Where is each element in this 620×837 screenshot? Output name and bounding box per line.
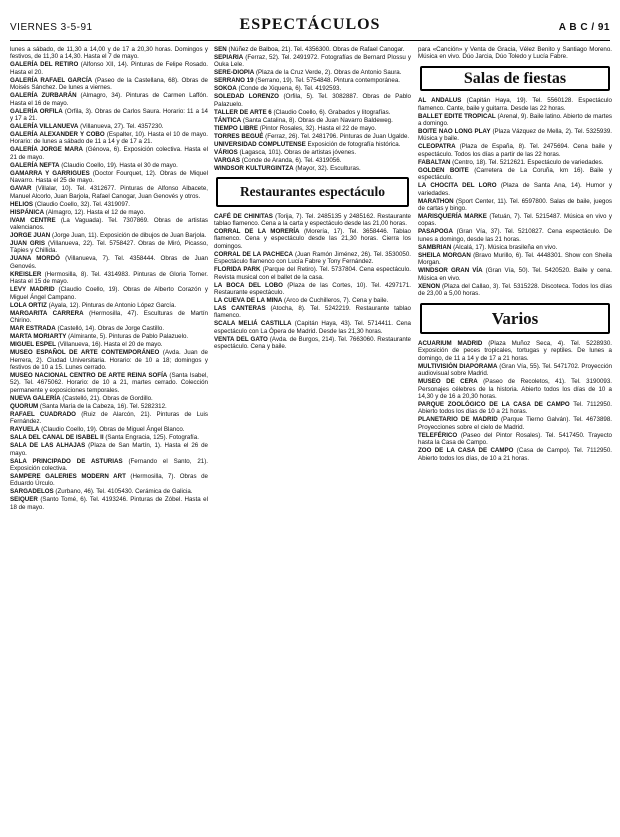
listing-text: (Conde de Aranda, 6). Tel. 4319056. <box>241 156 342 164</box>
listing-name: GALERÍA RAFAEL GARCÍA <box>10 76 93 84</box>
listing-name: CORRAL DE LA PACHECA <box>214 250 294 258</box>
listing-name: GALERÍA DEL RETIRO <box>10 61 79 69</box>
listing-text: (Santa Isabel, 52). Tel. 4675062. Horario: de 10 a 21, martes cerrado. Colección permanente y exposiciones temporales. <box>10 371 208 394</box>
listing-name: GAMARRA Y GARRIGUES <box>10 169 90 177</box>
issue-date: VIERNES 3-5-91 <box>10 22 93 33</box>
column-middle <box>214 46 411 831</box>
listing-text: (Doctor Fourquet, 12). Obras de Miquel Navarro. Hasta el 25 de mayo. <box>10 169 208 185</box>
listing-entry <box>10 92 208 107</box>
listing-text: (Gran Vía, 50). Tel. 5420520. Baile y cena. Música en vivo. <box>418 267 612 282</box>
listing-name: MUSEO ESPAÑOL DE ARTE CONTEMPORÁNEO <box>10 349 160 357</box>
listing-entry <box>418 416 612 431</box>
listing-text: (Santa María de la Cabeza, 16). Tel. 5282312. <box>39 402 167 410</box>
listing-text: (Santo Tomé, 6). Tel. 4193246. Pinturas de Zóbel. Hasta el 18 de mayo. <box>10 496 208 511</box>
listing-text: (Conde de Xiquena, 6). Tel. 4192593. <box>238 85 342 93</box>
listing-entry <box>10 473 208 488</box>
listing-text: (Hermosilla, 8). Tel. 4314983. Pinturas de Gloria Torner. Hasta el 15 de mayo. <box>10 270 208 286</box>
column-left <box>10 46 208 831</box>
listing-entry <box>10 162 208 169</box>
listing-text: (Alcalá, 17). Música brasileña en vivo. <box>453 243 558 251</box>
listing-entry <box>214 125 411 132</box>
listing-text: (Plaza Muñoz Seca, 4). Tel. 5228930. Exposición de peces tropicales, tortugas y reptiles. De lunes a domingo, de 11 a 14 y de 17 a 21 horas. <box>418 339 612 362</box>
listing-name: SARGADELOS <box>10 488 54 496</box>
listing-name: SERRANO 19 <box>214 77 254 85</box>
listing-text: (Jorge Juan, 11). Exposición de dibujos de Juan Barjola. <box>51 232 207 240</box>
listing-entry <box>10 170 208 185</box>
listing-text: (Gran Vía, 37). Tel. 5210827. Cena espectáculo. De lunes a domingo, desde las 21 horas. <box>418 228 612 243</box>
listing-text: (Claudio Coello, 32). Tel. 4319097. <box>34 200 130 208</box>
listing-name: MAR ESTRADA <box>10 325 56 333</box>
listing-text: (Carretera de La Coruña, km 16). Baile y espectáculo. <box>418 166 612 182</box>
listing-text: (Ruiz de Alarcón, 21). Pinturas de Luis Fernández. <box>10 410 208 426</box>
listing-entry <box>214 109 411 116</box>
listing-text: (Plaza de San Martín, 1). Hasta el 26 de mayo. <box>10 442 208 457</box>
listing-text: (Ayala, 12). Pinturas de Antonio López García. <box>48 301 177 309</box>
listing-entry <box>10 496 208 511</box>
listing-text: (Alfonso XII, 14). Pinturas de Felipe Rosado. Hasta el 20. <box>10 61 208 76</box>
listing-name: CLEOPATRA <box>418 143 456 151</box>
listing-text: (Villanueva, 16). Hasta el 20 de mayo. <box>57 341 163 349</box>
listing-entry <box>10 232 208 239</box>
intro-list <box>418 46 612 61</box>
listing-name: JORGE JUAN <box>10 232 51 240</box>
listing-name: SOKOA <box>214 85 237 93</box>
listing-name: SCALA MELIÁ CASTILLA <box>214 320 292 328</box>
listing-name: KREISLER <box>10 270 42 278</box>
listing-entry <box>418 363 612 378</box>
listing-name: MARATHON <box>418 197 454 205</box>
listing-entry <box>214 85 411 92</box>
listing-name: LA CUEVA DE LA MINA <box>214 297 283 305</box>
varios-heading: Varios <box>420 303 610 334</box>
listing-name: TALLER DE ARTE 6 <box>214 108 272 116</box>
salas-heading: Salas de fiestas <box>420 66 610 91</box>
listing-text: (Claudio Coello, 19). Hasta el 30 de mayo. <box>61 161 178 169</box>
listing-entry <box>10 61 208 76</box>
listing-name: GAVAR <box>10 185 32 193</box>
listing-entry <box>10 201 208 208</box>
listing-text: (Paseo del Pintor Rosales). Tel. 5417450. Trayecto hasta la Casa de Campo. <box>418 431 612 447</box>
listing-text: (Castelló, 21). Obras de Gordillo. <box>62 394 153 402</box>
listing-entry <box>214 165 411 172</box>
listing-text: (Plaza de la Cruz Verde, 2). Obras de Antonio Saura. <box>255 69 402 77</box>
listing-name: TORRES BEGUÉ <box>214 132 264 140</box>
salas-list <box>418 97 612 297</box>
listing-entry <box>214 266 411 281</box>
listing-name: GALERÍA NEFTA <box>10 161 60 169</box>
listing-entry <box>10 458 208 473</box>
listing-text: (Plaza de Santa Ana, 14). Humor y variedades. <box>418 182 612 197</box>
listing-entry <box>214 133 411 140</box>
listing-name: SALA DE LAS ALHAJAS <box>10 442 86 450</box>
listing-name: SEIQUER <box>10 496 38 504</box>
listing-entry <box>10 255 208 270</box>
listing-text: (Tetuán, 7). Tel. 5215487. Música en vivo y copas. <box>418 213 612 228</box>
listing-name: MARISQUERÍA MARKE <box>418 213 487 221</box>
listing-name: IVAM CENTRE <box>10 216 56 224</box>
listing-text: (Ferraz, 26). Tel. 2481796. Pinturas de Juan Ugalde. <box>265 132 410 140</box>
listing-text: (Villanueva, 27). Tel. 4357230. <box>80 123 164 131</box>
listing-entry <box>418 213 612 228</box>
listing-name: SALA PRINCIPADO DE ASTURIAS <box>10 457 123 465</box>
listing-name: FLORIDA PARK <box>214 266 261 274</box>
listing-text: (Villanueva, 22). Tel. 5758427. Obras de Miró, Picasso, Tàpies y Chillida. <box>10 240 208 255</box>
listing-name: SEPIARIA <box>214 54 244 61</box>
listing-text: (Almirante, 5). Pinturas de Pablo Palazuelo. <box>68 333 189 341</box>
listing-entry <box>10 240 208 255</box>
listing-name: BALLET EDITE TROPICAL <box>418 112 496 120</box>
listing-entry <box>214 117 411 124</box>
listing-text: lunes a sábado, de 11,30 a 14,00 y de 17 a 20,30 horas. Domingos y festivos, de 11,30 a 14,30. Hasta el 7 de mayo. <box>10 46 208 61</box>
listing-name: VÁRIOS <box>214 148 238 156</box>
newspaper-name: A B C / 91 <box>558 22 610 33</box>
listing-name: LA BOCA DEL LOBO <box>214 281 283 289</box>
listing-name: MULTIVISIÓN DIAPORAMA <box>418 362 498 370</box>
listing-entry <box>10 442 208 457</box>
listing-text: (Avda. de Burgos, 214). Tel. 7663060. Restaurante espectáculo. Cena y baile. <box>214 335 411 351</box>
listing-text: (Espalter, 10). Hasta el 10 de mayo. Horario: de lunes a sábado de 11 a 14 y de 17 a 21. <box>10 131 208 146</box>
listing-text: (Parque Tierno Galván). Tel. 4673898. Proyecciones sobre el cielo de Madrid. <box>418 416 612 431</box>
listing-text: (Villalar, 10). Tel. 4312677. Pinturas de Alfonso Albacete, Manuel Alcorlo, Juan Barjola, Rafael Canogar, Juan Genovés y otros. <box>10 185 208 200</box>
listing-name: WINDSOR GRAN VÍA <box>418 267 483 275</box>
listing-entry <box>214 297 411 304</box>
listing-entry <box>214 54 411 69</box>
listing-name: JUAN GRIS <box>10 240 45 248</box>
listing-entry <box>10 333 208 340</box>
listing-name: LAS CANTERAS <box>214 305 266 313</box>
listing-entry <box>418 228 612 243</box>
listing-name: PARQUE ZOOLÓGICO DE LA CASA DE CAMPO <box>418 400 570 408</box>
header-rule <box>10 40 610 41</box>
listing-entry <box>10 372 208 394</box>
listing-entry <box>10 403 208 410</box>
listing-text: (Santa Engracia, 125). Fotografía. <box>105 434 199 442</box>
listing-name: RAYUELA <box>10 426 40 434</box>
listing-entry <box>214 336 411 351</box>
listing-text: para «Canción» y Venta de Gracia, Vélez Benito y Santiago Moreno. Música en vivo. Dúo Jarcia, Dúo Toledo y Lucía Fabre. <box>418 46 612 61</box>
listing-name: LOLA ORTIZ <box>10 301 47 309</box>
listing-entry <box>418 447 612 462</box>
listing-entry <box>214 93 411 108</box>
listing-name: VENTA DEL GATO <box>214 335 268 343</box>
listing-entry <box>214 282 411 297</box>
listing-name: ACUARIUM MADRID <box>418 339 483 347</box>
listing-entry <box>418 378 612 400</box>
listing-text: (Villanueva, 7). Tel. 4358444. Obras de Juan Genovés. <box>10 255 208 270</box>
listing-entry <box>10 341 208 348</box>
listing-text: (Zurbano, 46). Tel. 4105430. Cerámica de Galicia. <box>55 488 193 496</box>
listing-entry <box>214 251 411 266</box>
listing-text: (Almagro, 12). Hasta el 12 de mayo. <box>45 208 146 216</box>
listing-entry <box>10 310 208 325</box>
listing-entry <box>418 97 612 112</box>
listing-text: (Sport Center, 11). Tel. 6597800. Salas de baile, juegos de cartas y bingo. <box>418 197 612 213</box>
listing-entry <box>214 213 411 228</box>
listing-text: (Atocha, 8). Tel. 5242219. Restaurante tablao flamenco. <box>214 305 411 320</box>
restaurants-heading: Restaurantes espectáculo <box>216 177 409 206</box>
listing-entry <box>214 77 411 84</box>
listing-entry <box>10 426 208 433</box>
listing-text: (Hermosilla, 7). Obras de Eduardo Úrculo. <box>10 472 208 488</box>
listing-entry <box>214 149 411 156</box>
listing-text: (Orfila, 3). Obras de Carlos Saura. Horario: 11 a 14 y 17 a 21. <box>10 107 208 123</box>
listing-text: (Mayor, 32). Esculturas. <box>295 164 361 172</box>
varios-list <box>418 340 612 462</box>
listing-name: PLANETARIO DE MADRID <box>418 416 498 424</box>
listing-entry <box>418 46 612 61</box>
listing-entry <box>10 434 208 441</box>
listing-entry <box>10 411 208 426</box>
listing-text: (Claudio Coello, 19). Obras de Alberto Corazón y Miguel Ángel Campano. <box>10 286 208 301</box>
listing-entry <box>10 123 208 130</box>
listing-name: MARTA MORIARTY <box>10 333 67 341</box>
galleries-list <box>214 46 411 172</box>
listing-entry <box>214 141 411 148</box>
listing-name: GALERÍA ZURBARÁN <box>10 92 77 100</box>
listing-name: XENON <box>418 282 441 290</box>
listing-entry <box>214 305 411 320</box>
listing-name: SAMPERE GALERIES MODERN ART <box>10 472 126 480</box>
listing-entry <box>418 143 612 158</box>
exhibitions-list <box>10 46 208 511</box>
listing-text: Tel. 7112950. Abierto todos los días de 10 a 21 horas. <box>418 400 612 416</box>
listing-entry <box>418 113 612 128</box>
listing-text: (Claudio Coello, 19). Obras de Miguel Ángel Blanco. <box>41 426 185 434</box>
listing-name: GALERÍA ALEXANDER Y COBO <box>10 131 105 139</box>
listing-name: ZOO DE LA CASA DE CAMPO <box>418 447 514 455</box>
listing-text: (Plaza de las Cortes, 10). Tel. 4297171. Restaurante espectáculo. <box>214 281 411 297</box>
listing-name: BOITE NAO LONG PLAY <box>418 128 491 136</box>
listing-entry <box>418 401 612 416</box>
listing-name: SOLEDAD LORENZO <box>214 93 279 101</box>
listing-name: MIGUEL ESPEL <box>10 341 56 349</box>
listing-entry <box>418 182 612 197</box>
listing-name: GOLDEN BOITE <box>418 166 469 174</box>
listing-name: NUEVA GALERÍA <box>10 394 61 402</box>
listing-entry <box>214 228 411 250</box>
listing-entry <box>10 395 208 402</box>
listing-name: CAFÉ DE CHINITAS <box>214 212 273 220</box>
listing-name: UNIVERSIDAD COMPLUTENSE <box>214 140 306 148</box>
listing-name: JUANA MORDÓ <box>10 255 60 263</box>
listing-text: (Núñez de Balboa, 21). Tel. 4356300. Obras de Rafael Canogar. <box>228 46 405 53</box>
listing-name: GALERÍA VILLANUEVA <box>10 123 79 131</box>
listing-entry <box>10 302 208 309</box>
listing-entry <box>214 157 411 164</box>
listing-entry <box>10 286 208 301</box>
listing-text: (Serrano, 19). Tel. 5754848. Pintura contemporánea. <box>255 77 400 85</box>
listing-entry <box>10 131 208 146</box>
listing-text: (Juan Ramón Jiménez, 26). Tel. 3530050. Espectáculo flamenco con Lucía Fabre y Tony Fernández. <box>214 250 411 266</box>
listing-text: (Paseo de la Castellana, 68). Obras de Moisés Sánchez. De lunes a viernes. <box>10 76 208 92</box>
listing-text: (Plaza del Callao, 3). Tel. 5315228. Discoteca. Todos los días de 23,00 a 5,00 horas. <box>418 282 612 298</box>
listing-text: (Orfila, 5). Tel. 3082887. Obras de Pablo Palazuelo. <box>214 93 411 108</box>
listing-name: PASAPOGA <box>418 228 453 236</box>
listing-name: MARGARITA CARRERA <box>10 309 84 317</box>
section-title: ESPECTÁCULOS <box>239 16 381 33</box>
listing-name: SEN <box>214 46 227 53</box>
listing-text: (Pintor Rosales, 32). Hasta el 22 de mayo. <box>259 124 377 132</box>
listing-entry <box>10 46 208 61</box>
listing-name: SERE-DIOPIA <box>214 69 255 77</box>
listing-entry <box>10 349 208 371</box>
listing-entry <box>10 108 208 123</box>
listing-entry <box>10 217 208 232</box>
listing-entry <box>214 320 411 335</box>
listing-text: (Plaza Vázquez de Mella, 2). Tel. 5325939. Música y baile. <box>418 128 612 143</box>
listing-text: (Lagasca, 101). Obras de artistas jóvenes. <box>239 148 357 156</box>
listing-name: TIEMPO LIBRE <box>214 124 259 132</box>
listing-entry <box>418 252 612 267</box>
listing-name: WINDSOR KULTURGINTZA <box>214 164 294 172</box>
listing-text: (Parque del Retiro). Tel. 5737804. Cena espectáculo. Revista musical con el ballet de la casa. <box>214 266 411 281</box>
listing-name: TÁNTICA <box>214 116 242 124</box>
listing-entry <box>10 271 208 286</box>
restaurants-list <box>214 213 411 351</box>
listing-text: (Arenal, 9). Baile latino. Abierto de martes a domingo. <box>418 112 612 128</box>
listing-text: (Castelló, 14). Obras de Jorge Castillo. <box>57 325 165 333</box>
listing-name: AL ANDALUS <box>418 97 462 105</box>
listing-entry <box>214 69 411 76</box>
listing-name: LEVY MADRID <box>10 286 55 294</box>
listing-name: MUSEO DE CERA <box>418 378 478 386</box>
listing-text: (Santa Catalina, 8). Obras de Juan Navarro Baldeweg. <box>242 116 393 124</box>
listing-text: (Morería, 17). Tel. 3658446. Tablao flamenco. Cena y espectáculo desde las 21,30 horas. Cierra los domingos. <box>214 228 411 250</box>
listing-text: (Hermosilla, 47). Esculturas de Martín Chirino. <box>10 309 208 325</box>
listing-entry <box>418 340 612 362</box>
listing-text: (Centro, 18). Tel. 5212621. Espectáculo de variedades. <box>452 158 604 166</box>
listing-name: LA CHOCITA DEL LORO <box>418 182 497 190</box>
listing-name: SALA DEL CANAL DE ISABEL II <box>10 434 104 442</box>
listing-name: HISPÁNICA <box>10 208 45 216</box>
listing-text: (Ferraz, 52). Tel. 2491972. Fotografías de Bernard Plossu y Ouka Lele. <box>214 54 411 69</box>
listing-name: RAFAEL CUADRADO <box>10 410 76 418</box>
listing-entry <box>418 283 612 298</box>
listing-text: (Fernando el Santo, 21). Exposición colectiva. <box>10 457 208 472</box>
listing-name: GALERÍA ORFILA <box>10 107 63 115</box>
listing-text: (Génova, 6). Exposición colectiva. Hasta el 21 de mayo. <box>10 146 208 161</box>
listing-text: (Bravo Murillo, 6). Tel. 4448301. Show con Sheila Morgan. <box>418 251 612 267</box>
listing-text: (Claudio Coello, 6). Grabados y litografías. <box>273 108 391 116</box>
listing-name: VARGAS <box>214 156 241 164</box>
column-right <box>418 46 612 831</box>
listing-name: SAMBRIAN <box>418 243 452 251</box>
listing-text: Exposición de fotografía histórica. <box>307 140 401 148</box>
listing-text: (Capitán Haya, 43). Tel. 5714411. Cena espectáculo con La Ópera de Madrid. Desde las 21,30 horas. <box>214 320 411 335</box>
listing-text: (Plaza de España, 8). Tel. 2475694. Cena baile y espectáculo. Todos los días a partir de las 22 horas. <box>418 143 612 158</box>
listing-name: HELIOS <box>10 200 34 208</box>
listing-text: (Avda. Juan de Herrera, 2). Ciudad Universitaria. Horario: de 10 a 18; domingos y festivos de 10 a 15. Lunes cerrado. <box>10 349 208 371</box>
listing-entry <box>418 432 612 447</box>
listing-text: (La Vaguada). Tel. 7307869. Obras de artistas valencianos. <box>10 216 208 232</box>
listing-text: (Almagro, 34). Pinturas de Carmen Laffón. Hasta el 16 de mayo. <box>10 92 208 107</box>
listing-entry <box>10 77 208 92</box>
listing-name: SHEILA MORGAN <box>418 251 471 259</box>
listing-entry <box>418 244 612 251</box>
listing-text: (Paseo de Recoletos, 41). Tel. 3190093. Personajes célebres de la historia. Abierto todos los días de 10 a 14,30 y de 16 a 20,30 horas. <box>418 378 612 400</box>
listing-entry <box>214 46 411 53</box>
listing-entry <box>10 325 208 332</box>
listing-name: TELEFÉRICO <box>418 431 458 439</box>
listing-entry <box>10 146 208 161</box>
listing-name: CORRAL DE LA MORERÍA <box>214 228 300 236</box>
listing-name: GALERÍA JORGE MARA <box>10 146 84 154</box>
listing-entry <box>418 198 612 213</box>
listing-entry <box>418 267 612 282</box>
listing-text: (Capitán Haya, 19). Tel. 5560128. Espectáculo flamenco. Cante, baile y guitarra. Desde las 22 horas. <box>418 97 612 112</box>
listing-entry <box>418 128 612 143</box>
listing-entry <box>10 209 208 216</box>
listing-name: QUORUM <box>10 402 39 410</box>
listing-entry <box>418 167 612 182</box>
listing-entry <box>10 488 208 495</box>
listing-entry <box>418 159 612 166</box>
listing-text: (Torija, 7). Tel. 2485135 y 2485162. Restaurante tablao flamenco. Cena a la carta y espectáculo desde las 21,00 horas. <box>214 212 411 228</box>
listing-entry <box>10 185 208 200</box>
listing-text: (Arco de Cuchilleros, 7). Cena y baile. <box>284 297 389 305</box>
listing-text: (Gran Vía, 55). Tel. 5471702. Proyección audiovisual sobre Madrid. <box>418 362 612 378</box>
listing-name: MUSEO NACIONAL CENTRO DE ARTE REINA SOFÍA <box>10 371 168 379</box>
listing-text: (Casa de Campo). Tel. 7112950. Abierto todos los días, de 10 a 21 horas. <box>418 447 612 462</box>
page-header <box>10 0 610 40</box>
listing-name: FABALTAN <box>418 158 451 166</box>
